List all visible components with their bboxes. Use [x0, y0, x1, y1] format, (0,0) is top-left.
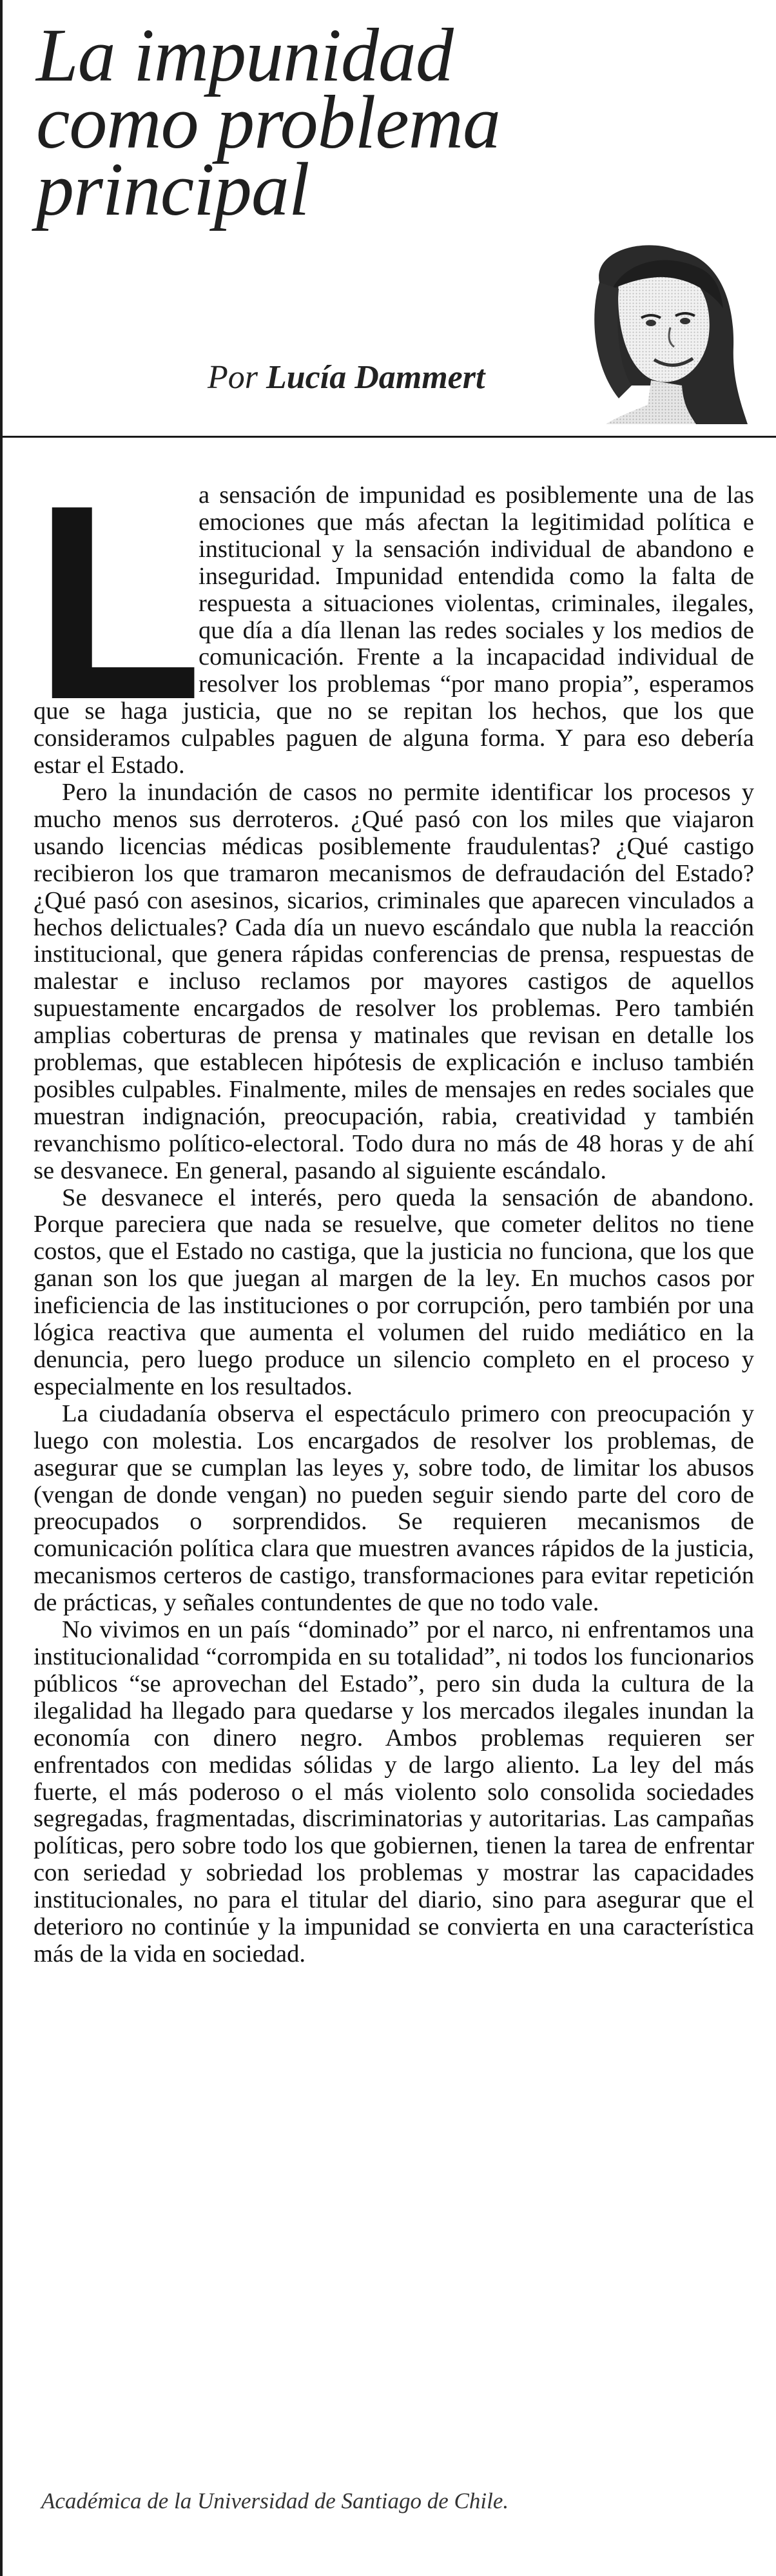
body-paragraph: No vivimos en un país “dominado” por el narco, ni enfrentamos una institucionalidad “corrompida en su totalidad”, ni todos los funcionarios públicos “se aprovechan del Estado”, pero sin duda la cultura de la ilegalidad ha llegado para quedarse y los mercados ilegales inundan la economía con dinero negro. Ambos problemas requieren ser enfrentados con medidas sólidas y de largo aliento. La ley del más fuerte, el más poderoso o el más violento solo consolida sociedades segregadas, fragmentadas, discriminatorias y autoritarias. Las campañas políticas, pero sobre todo los que gobiernen, tienen la tarea de enfrentar con seriedad y sobriedad los problemas y mostrar las capacidades institucionales, no para el titular del diario, sino para asegurar que el deterioro no continúe y la impunidad se convierta en una característica más de la vida en sociedad. — [34, 1616, 754, 1967]
body-paragraph: Se desvanece el interés, pero queda la sensación de abandono. Porque pareciera que nada se resuelve, que cometer delitos no tiene costos, que el Estado no castiga, que la justicia no funciona, que los que ganan son los que juegan al margen de la ley. En muchos casos por ineficiencia de las instituciones o por corrupción, pero también por una lógica reactiva que aumenta el volumen del ruido mediático en la denuncia, pero luego produce un silencio completo en el proceso y especialmente en los resultados. — [34, 1184, 754, 1400]
article-title — [36, 13, 681, 231]
article-body — [34, 482, 754, 1968]
lead-paragraph — [34, 482, 754, 779]
left-border-rule — [0, 0, 3, 2576]
drop-cap-spacer — [34, 482, 199, 695]
body-paragraph: La ciudadanía observa el espectáculo primero con preocupación y luego con molestia. Los encargados de resolver los problemas, de asegurar que se cumplan las leyes y, sobre todo, de limitar los abusos (vengan de donde vengan) no pueden seguir siendo parte del coro de preocupados o sorprendidos. Se requieren mecanismos de comunicación política clara que muestren avances rápidos de la justicia, mecanismos certeros de castigo, transformaciones para evitar repetición de prácticas, y señales contundentes de que no todo vale. — [34, 1400, 754, 1617]
lead-text: a sensación de impunidad es posiblemente una de las emociones que más afectan la legitimidad política e institucional y la sensación individual de abandono e inseguridad. Impunidad entendida como la falta de respuesta a situaciones violentas, criminales, ilegales, que día a día llenan las redes sociales y los medios de comunicación. Frente a la incapacidad individual de resolver los problemas “por mano propia”, esperamos que se haga justicia, que no se repitan los hechos, que los que consideramos culpables paguen de alguna forma. Y para eso debería estar el Estado. — [34, 482, 754, 779]
drop-cap-letter: L — [34, 448, 203, 757]
byline — [208, 358, 485, 396]
title-line-3: principal — [36, 147, 309, 231]
author-name: Lucía Dammert — [266, 359, 485, 396]
byline-prefix: Por — [208, 359, 258, 396]
header-rule — [3, 436, 776, 438]
title-line-1: La impunidad — [36, 13, 453, 97]
author-note: Académica de la Universidad de Santiago de Chile. — [41, 2488, 509, 2513]
body-paragraph: Pero la inundación de casos no permite identificar los procesos y mucho menos sus derroteros. ¿Qué pasó con los miles que viajaron usando licencias médicas posiblemente fraudulentas? ¿Qué castigo recibieron los que tramaron mecanismos de defraudación del Estado? ¿Qué pasó con asesinos, sicarios, criminales que aparecen vinculados a hechos delictuales? Cada día un nuevo escándalo que nubla la reacción institucional, que genera rápidas conferencias de prensa, respuestas de malestar e incluso reclamos por mayores castigos de aquellos supuestamente encargados de resolver los problemas. Pero también amplias coberturas de prensa y matinales que revisan en detalle los problemas, que establecen hipótesis de explicación e incluso también posibles culpables. Finalmente, miles de mensajes en redes sociales que muestran indignación, preocupación, rabia, creatividad y también revanchismo político-electoral. Todo dura no más de 48 horas y de ahí se desvanece. En general, pasando al siguiente escándalo. — [34, 778, 754, 1184]
title-line-2: como problema — [36, 80, 501, 164]
author-portrait — [554, 237, 748, 424]
